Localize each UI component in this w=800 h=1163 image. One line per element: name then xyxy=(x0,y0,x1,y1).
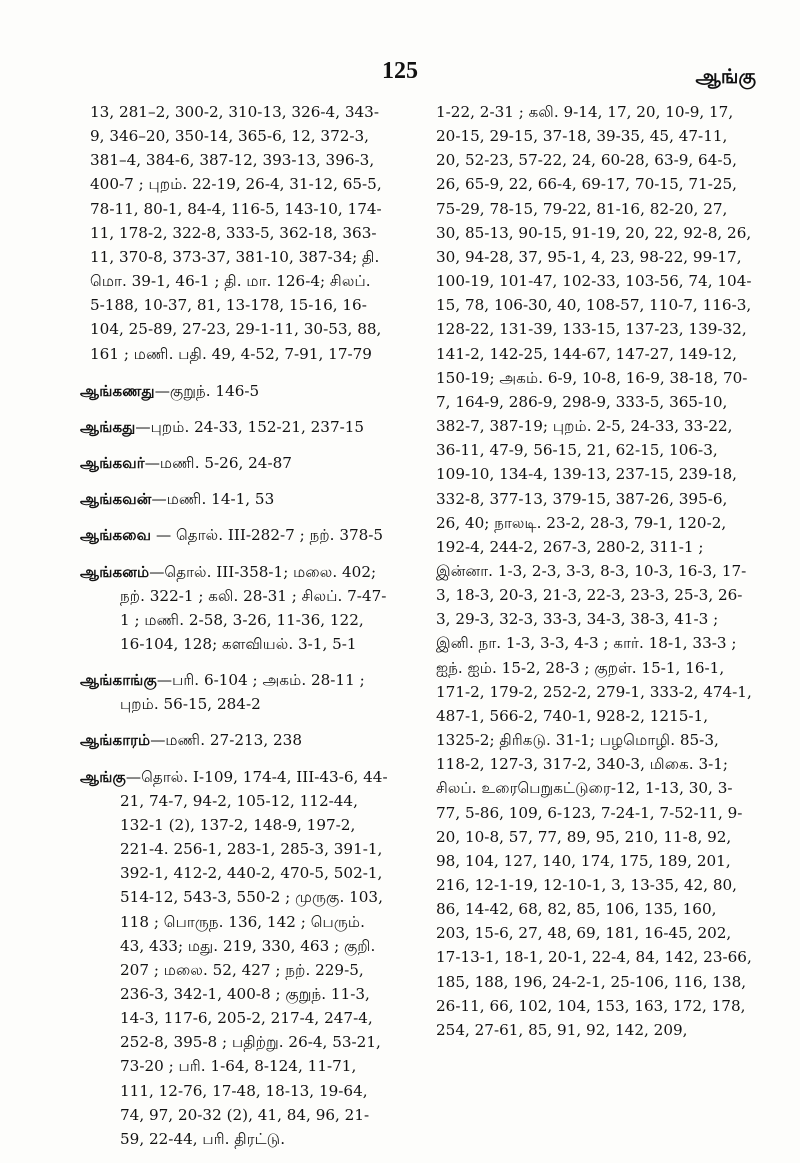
entry-references: —மணி. 27-213, 238 xyxy=(150,731,302,750)
continued-entry-text: 1-22, 2-31 ; கலி. 9-14, 17, 20, 10-9, 17, 20-15, 29-15, 37-18, 39-35, 45, 47-11, 20, 52-23, 57-22, 24, 60-28, 63-9, 64-5, 26, 65-9, 22, 66-4, 69-17, 70-15, 71-25, 75-29, 78-15, 79-22, 81-16, 82-20, 27, 30, 85-13, 90-15, 91-19, 20, 22, 92-8, 26, 30, 94-28, 37, 95-1, 4, 23, 98-22, 99-17, 100-19, 101-47, 102-33, 103-56, 74, 104-15, 78, 106-30, 40, 108-57, 110-7, 116-3, 128-22, 131-39, 133-15, 137-23, 139-32, 141-2, 142-25, 144-67, 147-27, 149-12, 150-19; அகம். 6-9, 10-8, 16-9, 38-18, 70-7, 164-9, 286-9, 298-9, 333-5, 365-10, 382-7, 387-19; புறம். 2-5, 24-33, 33-22, 36-11, 47-9, 56-15, 21, 62-15, 106-3, 109-10, 134-4, 139-13, 237-15, 239-18, 332-8, 377-13, 379-15, 387-26, 395-6, 26, 40; நாலடி. 23-2, 28-3, 79-1, 120-2, 192-4, 244-2, 267-3, 280-2, 311-1 ; இன்னா. 1-3, 2-3, 3-3, 8-3, 10-3, 16-3, 17-3, 18-3, 20-3, 21-3, 22-3, 23-3, 25-3, 26-3, 29-3, 32-3, 33-3, 34-3, 38-3, 41-3 ; இனி. நா. 1-3, 3-3, 4-3 ; கார். 18-1, 33-3 ; ஐந். ஐம். 15-2, 28-3 ; குறள். 15-1, 16-1, 171-2, 179-2, 252-2, 279-1, 333-2, 474-1, 487-1, 566-2, 740-1, 928-2, 1215-1, 1325-2; திரிகடு. 31-1; பழமொழி. 85-3, 118-2, 127-3, 317-2, 340-3, மிகை. 3-1; சிலப். உரைபெறுகட்டுரை-12, 1-13, 30, 3-77, 5-86, 109, 6-123, 7-24-1, 7-52-11, 9-20, 10-8, 57, 77, 89, 95, 210, 11-8, 92, 98, 104, 127, 140, 174, 175, 189, 201, 216, 12-1-19, 12-10-1, 3, 13-35, 42, 80, 86, 14-42, 68, 82, 85, 106, 135, 160, 203, 15-6, 27, 48, 69, 181, 16-45, 202, 17-13-1, 18-1, 20-1, 22-4, 84, 142, 23-66, 185, 188, 196, 24-2-1, 25-106, 116, 138, 26-11, 66, 102, 104, 153, 163, 172, 178, 254, 27-61, 85, 91, 92, 142, 209, xyxy=(436,103,752,1039)
entry-references: —தொல். I-109, 174-4, III-43-6, 44-21, 74-7, 94-2, 105-12, 112-44, 132-1 (2), 137-2, 148-9, 197-2, 221-4. 256-1, 283-1, 285-3, 391-1, 392-1, 412-2, 440-2, 470-5, 502-1, 514-12, 543-3, 550-2 ; முருகு. 103, 118 ; பொருந. 136, 142 ; பெரும். 43, 433; மது. 219, 330, 463 ; குறி. 207 ; மலை. 52, 427 ; நற். 229-5, 236-3, 342-1, 400-8 ; குறுந். 11-3, 14-3, 117-6, 205-2, 217-4, 247-4, 252-8, 395-8 ; பதிற்று. 26-4, 53-21, 73-20 ; பரி. 1-64, 8-124, 11-71, 111, 12-76, 17-48, 18-13, 19-64, 74, 97, 20-32 (2), 41, 84, 96, 21-59, 22-44, பரி. திரட்டு. xyxy=(120,767,388,1148)
page-number: 125 xyxy=(382,58,418,84)
entry-references: — தொல். III-282-7 ; நற். 378-5 xyxy=(151,526,384,545)
index-entry xyxy=(80,728,388,752)
continued-entry-text: 13, 281–2, 300-2, 310-13, 326-4, 343-9, 346–20, 350-14, 365-6, 12, 372-3, 381–4, 384-6, 387-12, 393-13, 396-3, 400-7 ; புறம். 22-19, 26-4, 31-12, 65-5, 78-11, 80-1, 84-4, 116-5, 143-10, 174-11, 178-2, 322-8, 333-5, 362-18, 363-11, 370-8, 373-37, 381-10, 387-34; தி. மொ. 39-1, 46-1 ; தி. மா. 126-4; சிலப். 5-188, 10-37, 81, 13-178, 15-16, 16-104, 25-89, 27-23, 29-1-11, 30-53, 88, 161 ; மணி. பதி. 49, 4-52, 7-91, 17-79 xyxy=(90,103,382,363)
entry-headword: ஆங்கவர் xyxy=(80,454,145,473)
index-entry xyxy=(80,379,388,403)
index-entry xyxy=(80,560,388,657)
index-entry xyxy=(80,523,388,547)
entry-references: —மணி. 5-26, 24-87 xyxy=(144,454,292,473)
entry-headword: ஆங்கவன் xyxy=(80,490,152,509)
index-entry xyxy=(80,487,388,511)
entry-references: —பரி. 6-104 ; அகம். 28-11 ; புறம். 56-15, 284-2 xyxy=(120,671,365,714)
entry-headword: ஆங்காரம் xyxy=(80,731,151,750)
index-entry xyxy=(80,451,388,475)
entry-headword: ஆங்கனம் xyxy=(80,562,150,581)
entry-headword: ஆங்காங்கு xyxy=(80,671,157,690)
index-entry xyxy=(80,415,388,439)
entry-references: —குறுந். 146-5 xyxy=(154,381,260,400)
running-head: ஆங்கு xyxy=(695,64,756,88)
index-entry xyxy=(80,765,388,1152)
entry-references: —மணி. 14-1, 53 xyxy=(151,490,275,509)
entry-headword: ஆங்கணது xyxy=(80,381,155,400)
entry-headword: ஆங்கு xyxy=(80,767,126,786)
index-entry xyxy=(80,668,388,716)
entry-references: —புறம். 24-33, 152-21, 237-15 xyxy=(135,417,365,436)
entry-headword: ஆங்கவை xyxy=(80,526,152,545)
right-column xyxy=(436,100,754,1055)
entry-references: —தொல். III-358-1; மலை. 402; நற். 322-1 ; கலி. 28-31 ; சிலப். 7-47-1 ; மணி. 2-58, 3-26, 11-36, 122, 16-104, 128; களவியல். 3-1, 5-1 xyxy=(120,562,387,653)
left-column xyxy=(80,100,388,1163)
entry-headword: ஆங்கது xyxy=(80,417,136,436)
